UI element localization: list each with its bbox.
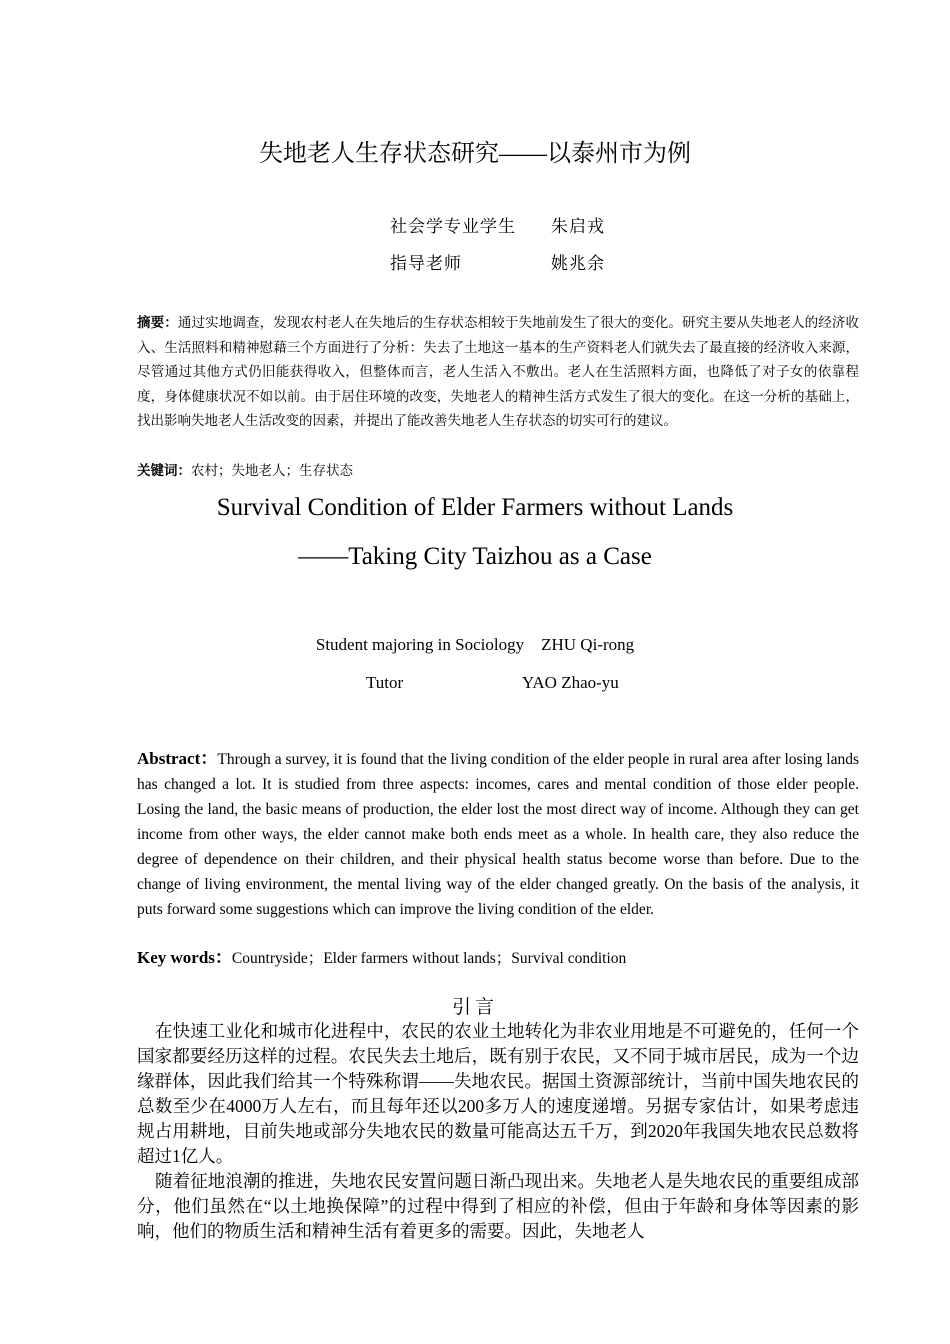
english-abstract-text: Through a survey, it is found that the living condition of the elder people in rural area after losing lands has changed a lot. It is studied from three aspects: incomes, cares and mental condition of those elder people. Losing the land, the basic means of production, the elder lost the most direct way of income. Although they can get income from other ways, the elder cannot make both ends meet as a whole. In health care, they also reduce the degree of dependence on their children, and their physical health status become worse than before. Due to the change of living environment, the mental living way of the elder changed greatly. On the basis of the analysis, it puts forward some suggestions which can improve the living condition of the elder.: [137, 751, 860, 918]
english-keywords-label: Key words：: [137, 948, 232, 967]
chinese-abstract: [137, 311, 859, 434]
introduction-heading: 引言: [451, 997, 498, 1018]
english-student-line: Student majoring in Sociology ZHU Qi-rong: [315, 635, 635, 654]
chinese-title: 失地老人生存状态研究——以泰州市为例: [259, 141, 691, 167]
student-name: 朱启戎: [551, 217, 605, 237]
chinese-keywords: [137, 459, 859, 484]
introduction-body: [137, 1019, 859, 1244]
introduction-paragraph-1: 在快速工业化和城市化进程中，农民的农业土地转化为非农业用地是不可避免的，任何一个国家都要经历这样的过程。农民失去土地后，既有别于农民，又不同于城市居民，成为一个边缘群体，因此我们给其一个特殊称谓——失地农民。据国土资源部统计，当前中国失地农民的总数至少在4000万人左右，而且每年还以200多万人的速度递增。另据专家估计，如果考虑违规占用耕地，目前失地或部分失地农民的数量可能高达五千万，到2020年我国失地农民总数将超过1亿人。: [137, 1021, 859, 1166]
tutor-row: [0, 249, 950, 273]
chinese-keywords-label: 关键词：: [137, 463, 191, 479]
english-tutor-row: [0, 673, 950, 697]
introduction-paragraph-2: 随着征地浪潮的推进，失地农民安置问题日渐凸现出来。失地老人是失地农民的重要组成部分，他们虽然在“以土地换保障”的过程中得到了相应的补偿，但由于年龄和身体等因素的影响，他们的物质生活和精神生活有着更多的需要。因此，失地老人: [137, 1171, 859, 1241]
english-tutor-name: YAO Zhao-yu: [522, 673, 619, 692]
student-label: 社会学专业学生: [390, 217, 516, 237]
english-keywords-text: Countryside；Elder farmers without lands；Survival condition: [231, 950, 627, 967]
tutor-name: 姚兆余: [551, 254, 605, 274]
english-title-line2: ——Taking City Taizhou as a Case: [298, 543, 652, 570]
english-abstract: [137, 746, 859, 922]
english-title-line1: Survival Condition of Elder Farmers without Lands: [216, 494, 734, 521]
english-tutor-label: Tutor: [366, 673, 404, 692]
tutor-label: 指导老师: [390, 254, 462, 274]
student-row: [0, 212, 950, 236]
english-abstract-label: Abstract：: [137, 749, 218, 768]
english-keywords: [137, 945, 859, 971]
chinese-abstract-label: 摘要：: [137, 315, 178, 331]
chinese-abstract-text: 通过实地调查，发现农村老人在失地后的生存状态相较于失地前发生了很大的变化。研究主要从失地老人的经济收入、生活照料和精神慰藉三个方面进行了分析：失去了土地这一基本的生产资料老人们就失去了最直接的经济收入来源，尽管通过其他方式仍旧能获得收入，但整体而言，老人生活入不敷出。老人在生活照料方面，也降低了对子女的依靠程度，身体健康状况不如以前。由于居住环境的改变，失地老人的精神生活方式发生了很大的变化。在这一分析的基础上，找出影响失地老人生活改变的因素，并提出了能改善失地老人生存状态的切实可行的建议。: [137, 315, 859, 429]
chinese-keywords-text: 农村；失地老人；生存状态: [191, 463, 353, 479]
